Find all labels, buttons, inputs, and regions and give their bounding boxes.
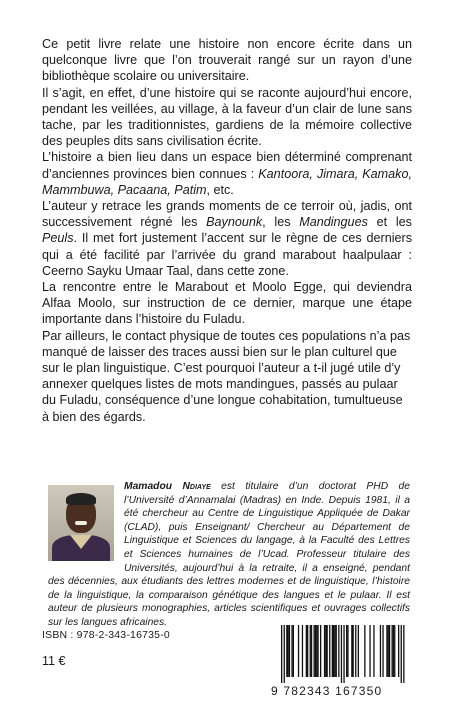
term-peuls: Peuls <box>42 231 74 246</box>
barcode-bar <box>398 625 399 677</box>
blurb-paragraph-6: Par ailleurs, le contact physique de toutes ces populations n’a pas manqué de laisser des traces aussi bien sur le plan culturel que sur le plan linguistique. C’est pourquoi l’auteur a t-il jugé utile d’y annexer quelques listes de mots mandingues, passés au pulaar du Fuladu, conséquence d’une longue cohabitation, tumultueuse à bien des égards. <box>42 328 411 424</box>
blurb-paragraph-4 <box>42 198 412 279</box>
blurb-p3-text: L’histoire a bien lieu dans un espace bien déterminé comprenant d’anciennes provinces bien connues : <box>42 150 412 181</box>
barcode-bar <box>307 625 308 677</box>
barcode-bar <box>382 625 383 677</box>
barcode-bar <box>388 625 389 677</box>
barcode-digits: 9 782343 167350 <box>271 684 383 698</box>
barcode-bar <box>315 625 316 677</box>
barcode-bar <box>311 625 312 677</box>
term-mandingues: Mandingues <box>299 215 368 230</box>
barcode-bar <box>324 625 325 677</box>
barcode-bar <box>325 625 326 677</box>
barcode-bar <box>392 625 393 677</box>
barcode-bar <box>327 625 328 677</box>
blurb-p4-c: et les <box>367 215 412 230</box>
barcode-bar <box>316 625 317 677</box>
barcode-bar <box>293 625 294 677</box>
barcode-bar <box>338 625 339 677</box>
author-last-name: Ndiaye <box>182 481 211 492</box>
barcode-bar <box>302 625 303 677</box>
barcode-bar <box>333 625 334 677</box>
barcode-bar <box>369 625 370 677</box>
barcode-bar <box>401 625 402 683</box>
barcode-bar <box>336 625 337 677</box>
blurb-p4-b: , les <box>262 215 300 230</box>
blurb-p4-d: . Il met fort justement l’accent sur le règne de ces derniers qui a été facilité par l’arrivée du grand marabout haalpulaar : Ceerno Sayku Umaar Taal, dans cette zone. <box>42 231 412 278</box>
author-section <box>48 480 410 630</box>
blurb-paragraph-5: La rencontre entre le Marabout et Moolo Egge, qui deviendra Alfaa Moolo, sur instruction de ce dernier, marque une étape importante dans l’histoire du Fuladu. <box>42 280 412 327</box>
barcode-bar <box>329 625 330 677</box>
author-photo <box>48 485 114 561</box>
barcode-bar <box>373 625 374 677</box>
blurb-p4-a: L’auteur y retrace les grands moments de ce terroir où, jadis, ont successivement régné les <box>42 199 412 230</box>
barcode-bar <box>341 625 342 683</box>
barcode-bar <box>358 625 359 677</box>
barcode-bar <box>288 625 289 677</box>
blurb-paragraph-2: Il s’agit, en effet, d’une histoire qui se raconte aujourd’hui encore, pendant les veillées, au village, à la faveur d’un clair de lune sans tache, par les traditionnistes, gardiens de la mémoire collective des peuples dits sans civilisation écrite. <box>42 85 412 149</box>
back-cover-blurb <box>42 36 412 425</box>
barcode-bar <box>403 625 404 683</box>
author-first-name: Mamadou <box>124 481 173 492</box>
term-baynounk: Baynounk <box>206 215 263 230</box>
barcode-bar <box>343 625 344 683</box>
barcode-bar <box>286 625 287 677</box>
isbn: ISBN : 978-2-343-16735-0 <box>42 629 170 641</box>
barcode-bar <box>355 625 356 677</box>
barcode-bar <box>289 625 290 677</box>
barcode-bar <box>380 625 381 677</box>
barcode-bar <box>314 625 315 677</box>
barcode-bar <box>291 625 292 677</box>
barcode-bar <box>332 625 333 677</box>
barcode <box>271 625 417 698</box>
barcode-bar <box>389 625 390 677</box>
barcode-bar <box>351 625 352 677</box>
province-list: Kantoora, Jimara, Kamako, Mammbuwa, Pacaana, Patim <box>42 166 412 197</box>
blurb-p3-end: , etc. <box>206 182 234 197</box>
barcode-bar <box>393 625 394 677</box>
author-bio-text: est titulaire d’un doctorat PHD de l’Université d’Annamalai (Madras) en Inde. Depuis 1981, il a été chercheur au Centre de Linguistique Appliquée de Dakar (CLAD), puis Enseignant/ Chercheur au Département de Linguistique et Sciences du langage, à la Faculté des Lettres et Sciences humaines de l’Ucad. Professeur titulaire des Universités, aujourd’hui à la retraite, il a enseigné, pendant des décennies, aux étudiants des lettres modernes et de linguistique, l’histoire de la linguistique, la comparaison génétique des langues et le pulaar. Il est auteur de plusieurs monographies, articles scientifiques et ouvrages collectifs sur les langues africaines. <box>48 481 410 628</box>
barcode-bars <box>271 625 417 683</box>
barcode-bar <box>320 625 321 677</box>
barcode-bar <box>353 625 354 677</box>
barcode-bar <box>298 625 299 677</box>
barcode-bar <box>346 625 347 677</box>
barcode-bar <box>386 625 387 677</box>
barcode-bar <box>334 625 335 677</box>
blurb-paragraph-1: Ce petit livre relate une histoire non encore écrite dans un quelconque livre que l’on trouverait rangé sur un rayon d’une bibliothèque scolaire ou universitaire. <box>42 37 412 84</box>
barcode-bar <box>306 625 307 677</box>
barcode-bar <box>347 625 348 677</box>
barcode-bar <box>310 625 311 677</box>
barcode-bar <box>284 625 285 683</box>
price: 11 € <box>42 654 66 668</box>
blurb-paragraph-3 <box>42 149 412 198</box>
barcode-bar <box>394 625 395 677</box>
barcode-bar <box>281 625 282 683</box>
barcode-bar <box>317 625 318 677</box>
barcode-bar <box>364 625 365 677</box>
